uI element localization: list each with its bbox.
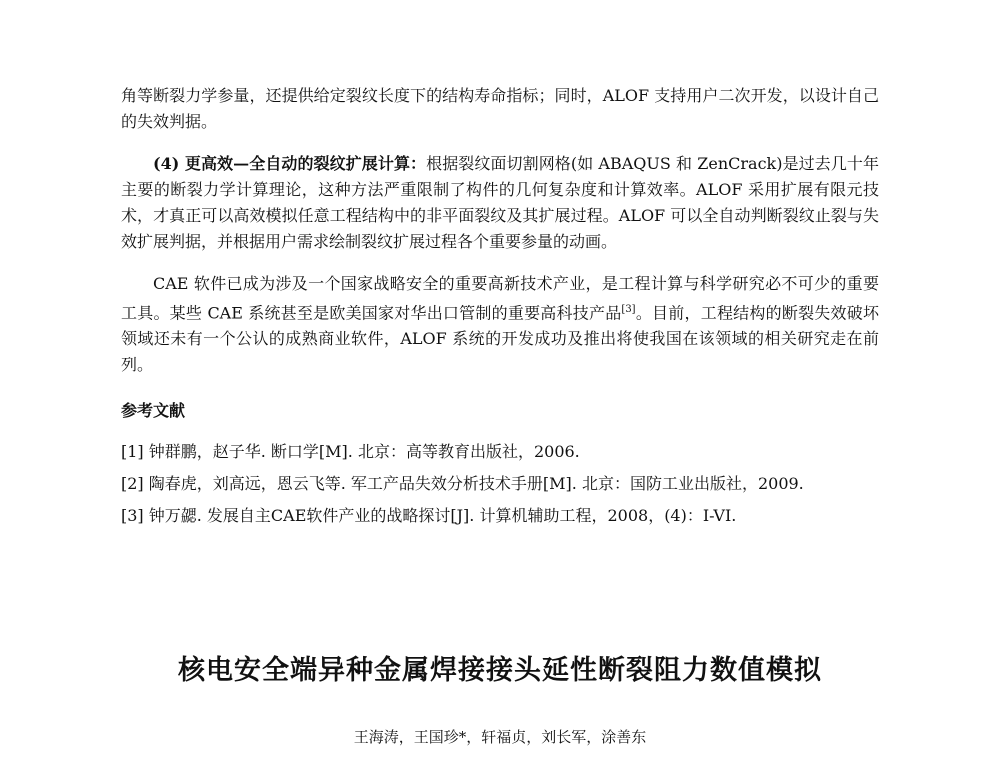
reference-item: [2] 陶春虎，刘高远，恩云飞等. 军工产品失效分析技术手册[M]. 北京：国防工业出版社，2009. [121, 474, 804, 493]
citation-3: [3] [621, 304, 636, 315]
reference-item: [1] 钟群鹏，赵子华. 断口学[M]. 北京：高等教育出版社，2006. [121, 442, 580, 461]
next-paper-title: 核电安全端异种金属焊接接头延性断裂阻力数值模拟 [178, 655, 822, 686]
reference-list [121, 436, 879, 532]
paragraph-3 [121, 271, 879, 378]
paragraph-1: 角等断裂力学参量，还提供给定裂纹长度下的结构寿命指标；同时，ALOF 支持用户二次开发，以设计自己的失效判据。 [121, 86, 879, 131]
reference-item: [3] 钟万勰. 发展自主CAE软件产业的战略探讨[J]. 计算机辅助工程，2008，(4)：I-VI. [121, 506, 737, 525]
references-heading: 参考文献 [121, 401, 186, 420]
paragraph-2-body: 根据裂纹面切割网格(如 ABAQUS 和 ZenCrack)是过去几十年主要的断裂力学计算理论，这种方法严重限制了构件的几何复杂度和计算效率。ALOF 采用扩展有限元技术，才真正可以高效模拟任意工程结构中的非平面裂纹及其扩展过程。ALOF 可以全自动判断裂纹止裂与失效扩展判据，并根据用户需求绘制裂纹扩展过程各个重要参量的动画。 [121, 154, 879, 251]
next-paper-authors: 王海涛，王国珍*，轩福贞，刘长军，涂善东 [353, 728, 647, 746]
paragraph-2-lead: (4) 更高效—全自动的裂纹扩展计算： [153, 154, 427, 173]
paragraph-3-text: CAE 软件已成为涉及一个国家战略安全的重要高新技术产业，是工程计算与科学研究必不可少的重要工具。某些 CAE 系统甚至是欧美国家对华出口管制的重要高科技产品 [121, 274, 879, 323]
paragraph-3-text-end: 。目前，工程结构的断裂失效破坏领域还未有一个公认的成熟商业软件，ALOF 系统的开发成功及推出将使我国在该领域的相关研究走在前列。 [121, 303, 879, 375]
paragraph-2 [121, 151, 879, 255]
